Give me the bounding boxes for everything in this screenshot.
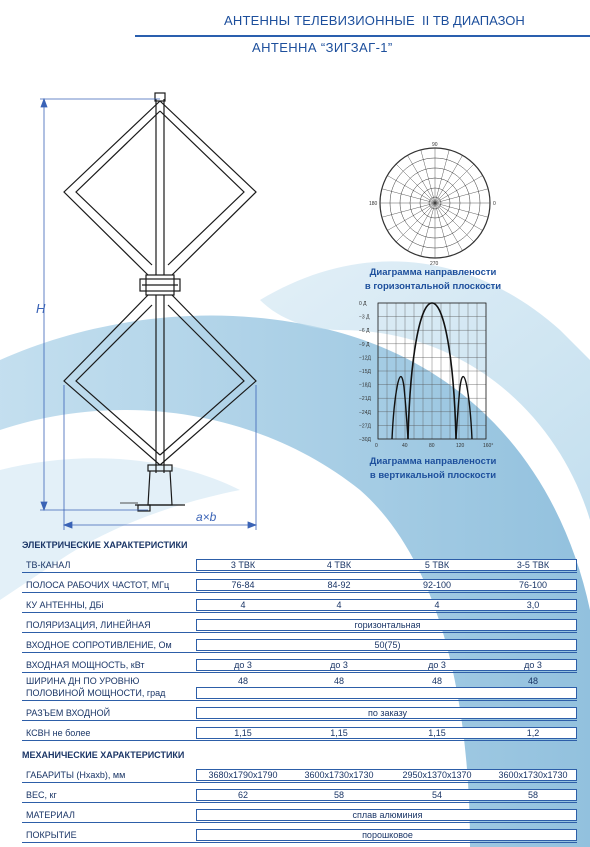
polar-spoke (408, 155, 436, 203)
spec-row (22, 632, 577, 653)
spec-row-value: до 3 (234, 660, 252, 670)
vert-y-tick-label: −15Д (359, 369, 371, 375)
spec-row-value: 48 (527, 676, 538, 686)
vert-x-tick-label: 160° (483, 443, 494, 449)
spec-row-value: 4 (240, 600, 246, 610)
polar-label-left: 180 (369, 201, 378, 207)
vertical-radiation-pattern (358, 297, 498, 455)
spec-row (22, 720, 577, 741)
vert-y-tick-label: −24Д (359, 409, 371, 416)
spec-row-value: до 3 (428, 660, 446, 670)
vert-x-tick-label: 80 (429, 443, 435, 449)
spec-row-value: 54 (431, 790, 442, 800)
height-dimension-label: H (36, 301, 46, 316)
spec-row-span-value: 50(75) (374, 640, 401, 650)
spec-row-value: 84-92 (327, 580, 351, 590)
polar-spoke (408, 203, 436, 251)
polar-spoke (435, 155, 463, 203)
vert-x-tick-label: 0 (375, 443, 378, 449)
spec-row (22, 672, 577, 701)
spec-row-value: 3600x1730x1730 (304, 770, 374, 780)
spec-row (22, 782, 577, 803)
polar-spoke (435, 164, 474, 203)
spec-row-value: 4 (434, 600, 440, 610)
vert-x-tick-label: 120 (456, 443, 465, 449)
polar-caption-line1: Диаграмма направлености (369, 267, 497, 278)
vertical-caption (348, 455, 518, 483)
spec-row-value: 3600x1730x1730 (498, 770, 568, 780)
horizontal-polar-diagram (365, 138, 505, 268)
spec-row-value: 1,15 (234, 728, 252, 738)
spec-row-value: 2950x1370x1370 (402, 770, 472, 780)
spec-row-span-value: горизонтальная (354, 620, 421, 630)
spec-row-label: РАЗЪЕМ ВХОДНОЙ (26, 708, 111, 718)
spec-row-label: ТВ-КАНАЛ (26, 560, 71, 570)
spec-row-label: ПОКРЫТИЕ (26, 830, 77, 840)
vert-y-tick-label: −6 Д (359, 328, 370, 335)
vert-y-tick-label: −18Д (359, 382, 371, 389)
vert-y-tick-label: 0 Д (359, 301, 367, 307)
spec-row-value: 3-5 ТВК (516, 560, 550, 570)
spec-row (22, 822, 577, 843)
spec-row-value: 48 (237, 676, 248, 686)
spec-row-value: 76-84 (231, 580, 255, 590)
polar-caption (348, 266, 518, 294)
spec-row-value: 48 (333, 676, 344, 686)
spec-row (22, 652, 577, 673)
spec-row (22, 700, 577, 721)
vert-y-tick-label: −21Д (359, 396, 371, 403)
spec-row-label: ВХОДНОЕ СОПРОТИВЛЕНИЕ, Ом (26, 640, 172, 650)
polar-spoke (396, 203, 435, 242)
mechanical-section-title: МЕХАНИЧЕСКИЕ ХАРАКТЕРИСТИКИ (22, 750, 185, 760)
polar-spoke (435, 176, 483, 204)
header-range: II ТВ ДИАПАЗОН (422, 13, 525, 28)
polar-spoke (396, 164, 435, 203)
polar-spoke (435, 203, 463, 251)
vert-y-tick-label: −30Д (359, 437, 371, 443)
spec-row (22, 572, 577, 593)
spec-row-value: 58 (333, 790, 344, 800)
spec-row-value: до 3 (524, 660, 542, 670)
spec-row-label: КУ АНТЕННЫ, ДБi (26, 600, 104, 610)
spec-row-value: 62 (237, 790, 248, 800)
spec-row-label-line2: ПОЛОВИНОЙ МОЩНОСТИ, град (26, 688, 166, 698)
spec-row-span-value: по заказу (367, 708, 408, 718)
spec-row-label: ВХОДНАЯ МОЩНОСТЬ, кВт (26, 660, 145, 670)
header-category: АНТЕННЫ ТЕЛЕВИЗИОННЫЕ (224, 13, 415, 28)
spec-row-value: 3 ТВК (230, 560, 256, 570)
antenna-drawing (20, 85, 290, 535)
vert-y-tick-label: −9 Д (359, 341, 370, 348)
spec-row-label: ГАБАРИТЫ (Hxaxb), мм (26, 770, 126, 780)
spec-row-value: 48 (431, 676, 442, 686)
polar-caption-line2: в горизонтальной плоскости (364, 281, 502, 292)
spec-row-value: до 3 (330, 660, 348, 670)
polar-spoke (435, 203, 483, 231)
spec-row-value: 1,15 (330, 728, 348, 738)
width-dimension-label: a×b (196, 510, 217, 524)
vert-y-tick-label: −27Д (359, 423, 371, 430)
spec-row-label: МАТЕРИАЛ (26, 810, 75, 820)
spec-row-label: КСВН не более (26, 728, 91, 738)
spec-row-value: 4 ТВК (326, 560, 352, 570)
spec-row-value: 3,0 (526, 600, 540, 610)
header-divider (135, 35, 590, 37)
electrical-section-title: ЭЛЕКТРИЧЕСКИЕ ХАРАКТЕРИСТИКИ (22, 540, 188, 550)
spec-row-label: ВЕС, кг (26, 790, 57, 800)
polar-label-bottom: 270 (430, 261, 439, 267)
spec-row-value: 5 ТВК (424, 560, 450, 570)
vertical-caption-line2: в вертикальной плоскости (369, 470, 497, 481)
spec-row-value: 76-100 (518, 580, 548, 590)
spec-row-label: ПОЛЯРИЗАЦИЯ, ЛИНЕЙНАЯ (26, 620, 151, 630)
vert-x-tick-label: 40 (402, 443, 408, 449)
vert-y-tick-label: −12Д (359, 355, 371, 362)
polar-spoke (435, 203, 474, 242)
spec-row-value: 4 (336, 600, 342, 610)
spec-row (22, 612, 577, 633)
spec-row-value: 1,15 (428, 728, 446, 738)
polar-spoke (387, 176, 435, 204)
spec-row-value: 92-100 (422, 580, 452, 590)
spec-row-value: 1,2 (526, 728, 540, 738)
vertical-caption-line1: Диаграмма направлености (369, 456, 497, 467)
spec-row (22, 592, 577, 613)
header-model-title: АНТЕННА “ЗИГЗАГ-1” (252, 40, 393, 55)
spec-row (22, 762, 577, 783)
spec-row-span-value: сплав алюминия (352, 810, 423, 820)
spec-row-label: ПОЛОСА РАБОЧИХ ЧАСТОТ, МГц (26, 580, 170, 590)
spec-row-value: 3680x1790x1790 (208, 770, 278, 780)
spec-row-span-value: порошковое (362, 830, 413, 840)
spec-row-value-box (196, 687, 577, 699)
spec-row (22, 802, 577, 823)
polar-label-right: 0 (493, 201, 496, 207)
vert-y-tick-label: −3 Д (359, 314, 370, 321)
polar-label-top: 90 (432, 142, 438, 148)
polar-spoke (387, 203, 435, 231)
spec-row-label: ШИРИНА ДН ПО УРОВНЮ (26, 676, 140, 686)
spec-row (22, 552, 577, 573)
spec-row-value: 58 (527, 790, 538, 800)
